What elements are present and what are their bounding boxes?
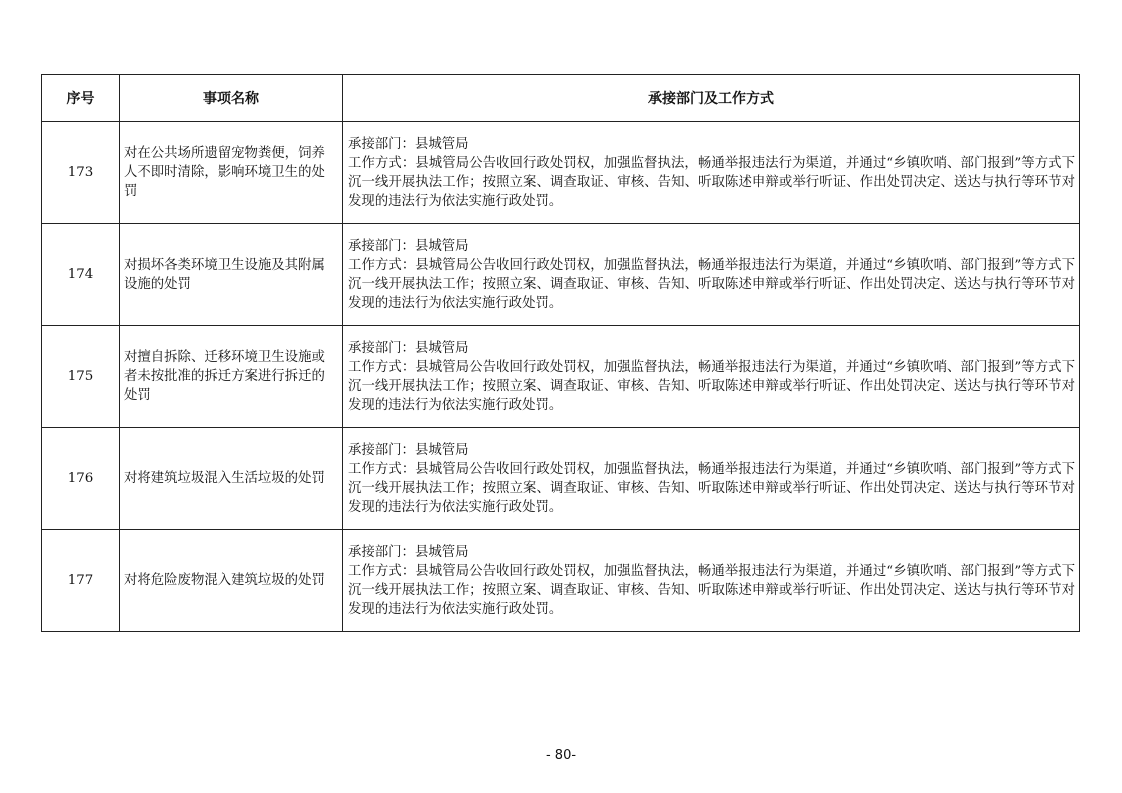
row-department-method bbox=[343, 122, 1080, 224]
row-work-method: 工作方式：县城管局公告收回行政处罚权，加强监督执法，畅通举报违法行为渠道，并通过“乡镇吹哨、部门报到”等方式下沉一线开展执法工作；按照立案、调查取证、审核、告知、听取陈述申辩或举行听证、作出处罚决定、送达与执行等环节对发现的违法行为依法实施行政处罚。 bbox=[348, 359, 1075, 413]
table-row bbox=[42, 326, 1080, 428]
table-row bbox=[42, 224, 1080, 326]
row-department: 承接部门：县城管局 bbox=[348, 544, 469, 560]
row-item-name: 对将建筑垃圾混入生活垃圾的处罚 bbox=[120, 428, 343, 530]
header-serial-number: 序号 bbox=[42, 75, 120, 122]
page-number: - 80- bbox=[545, 748, 577, 763]
row-work-method: 工作方式：县城管局公告收回行政处罚权，加强监督执法，畅通举报违法行为渠道，并通过“乡镇吹哨、部门报到”等方式下沉一线开展执法工作；按照立案、调查取证、审核、告知、听取陈述申辩或举行听证、作出处罚决定、送达与执行等环节对发现的违法行为依法实施行政处罚。 bbox=[348, 461, 1075, 515]
row-department-method bbox=[343, 530, 1080, 632]
table-header-row bbox=[42, 75, 1080, 122]
row-serial-number: 174 bbox=[42, 224, 120, 326]
row-department: 承接部门：县城管局 bbox=[348, 340, 469, 356]
header-department-method: 承接部门及工作方式 bbox=[343, 75, 1080, 122]
row-department-method bbox=[343, 326, 1080, 428]
row-serial-number: 175 bbox=[42, 326, 120, 428]
table-row bbox=[42, 122, 1080, 224]
row-item-name: 对将危险废物混入建筑垃圾的处罚 bbox=[120, 530, 343, 632]
row-department-method bbox=[343, 428, 1080, 530]
row-serial-number: 177 bbox=[42, 530, 120, 632]
row-department-method bbox=[343, 224, 1080, 326]
row-department: 承接部门：县城管局 bbox=[348, 442, 469, 458]
items-table bbox=[41, 74, 1080, 632]
row-department: 承接部门：县城管局 bbox=[348, 136, 469, 152]
table-row bbox=[42, 428, 1080, 530]
row-department: 承接部门：县城管局 bbox=[348, 238, 469, 254]
row-item-name: 对损坏各类环境卫生设施及其附属设施的处罚 bbox=[120, 224, 343, 326]
row-work-method: 工作方式：县城管局公告收回行政处罚权，加强监督执法，畅通举报违法行为渠道，并通过“乡镇吹哨、部门报到”等方式下沉一线开展执法工作；按照立案、调查取证、审核、告知、听取陈述申辩或举行听证、作出处罚决定、送达与执行等环节对发现的违法行为依法实施行政处罚。 bbox=[348, 155, 1075, 209]
row-item-name: 对擅自拆除、迁移环境卫生设施或者未按批准的拆迁方案进行拆迁的处罚 bbox=[120, 326, 343, 428]
row-work-method: 工作方式：县城管局公告收回行政处罚权，加强监督执法，畅通举报违法行为渠道，并通过“乡镇吹哨、部门报到”等方式下沉一线开展执法工作；按照立案、调查取证、审核、告知、听取陈述申辩或举行听证、作出处罚决定、送达与执行等环节对发现的违法行为依法实施行政处罚。 bbox=[348, 563, 1075, 617]
row-serial-number: 173 bbox=[42, 122, 120, 224]
table-row bbox=[42, 530, 1080, 632]
row-item-name: 对在公共场所遗留宠物粪便，饲养人不即时清除，影响环境卫生的处罚 bbox=[120, 122, 343, 224]
row-serial-number: 176 bbox=[42, 428, 120, 530]
row-work-method: 工作方式：县城管局公告收回行政处罚权，加强监督执法，畅通举报违法行为渠道，并通过“乡镇吹哨、部门报到”等方式下沉一线开展执法工作；按照立案、调查取证、审核、告知、听取陈述申辩或举行听证、作出处罚决定、送达与执行等环节对发现的违法行为依法实施行政处罚。 bbox=[348, 257, 1075, 311]
header-item-name: 事项名称 bbox=[120, 75, 343, 122]
